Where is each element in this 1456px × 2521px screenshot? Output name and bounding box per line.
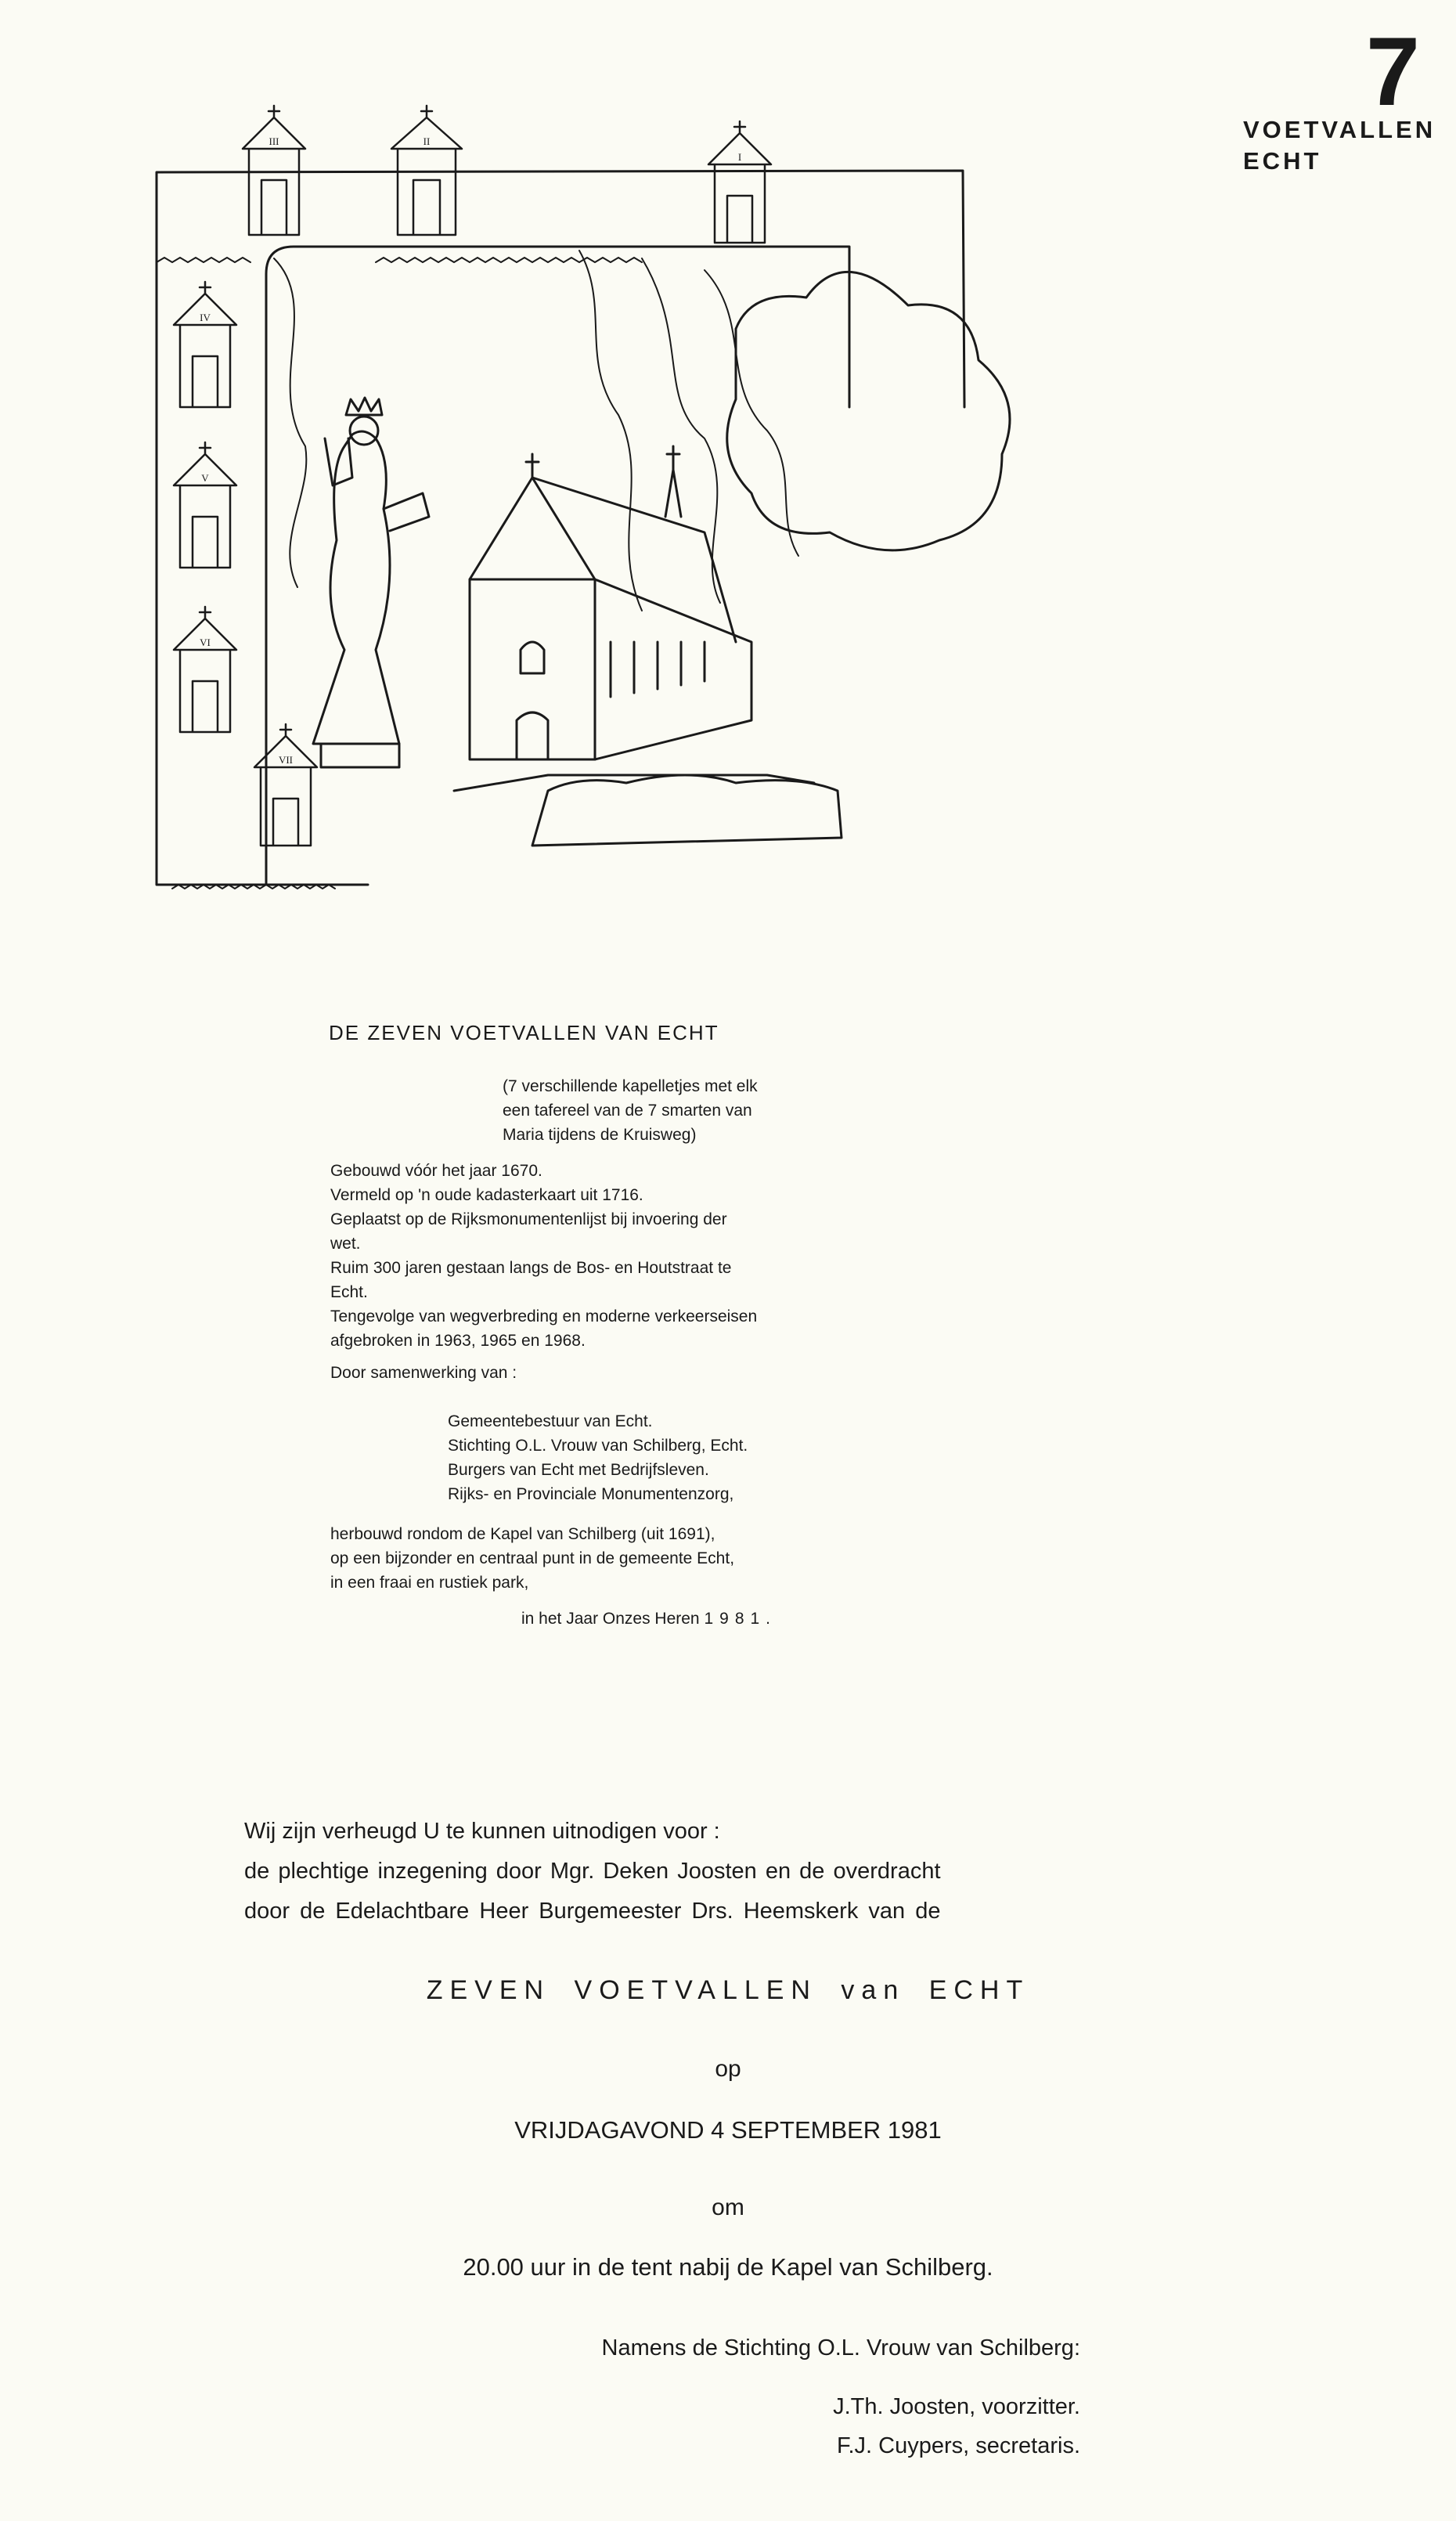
description-line: Maria tijdens de Kruisweg) (503, 1126, 697, 1144)
organization-item: Gemeentebestuur van Echt. (448, 1412, 653, 1430)
page-number: 7 (1366, 18, 1420, 126)
invitation-line: de plechtige inzegening door Mgr. Deken Joosten en de overdracht (244, 1859, 941, 1884)
on-label: op (715, 2056, 741, 2082)
organization-item: Burgers van Echt met Bedrijfsleven. (448, 1461, 709, 1479)
small-chapels (174, 106, 771, 846)
monument-history (330, 1159, 757, 1353)
monument-description (503, 1074, 758, 1147)
description-line: (7 verschillende kapelletjes met elk (503, 1077, 758, 1095)
signature-on-behalf: Namens de Stichting O.L. Vrouw van Schilberg: (601, 2335, 1080, 2361)
event-title: ZEVEN VOETVALLEN van ECHT (426, 1975, 1030, 2005)
history-line: Ruim 300 jaren gestaan langs de Bos- en Houtstraat te (330, 1259, 732, 1277)
hedge-outline (157, 171, 964, 885)
organization-item: Rijks- en Provinciale Monumentenzorg, (448, 1485, 734, 1503)
rebuilt-line: herbouwd rondom de Kapel van Schilberg (uit 1691), (330, 1525, 715, 1543)
year-line (521, 1607, 777, 1631)
history-line: Tengevolge van wegverbreding en moderne verkeerseisen (330, 1307, 758, 1325)
rebuilt-line: in een fraai en rustiek park, (330, 1574, 529, 1592)
rebuilt-text (330, 1522, 734, 1595)
main-chapel (454, 446, 814, 791)
header-subtitle: ECHT (1243, 147, 1322, 175)
chapel-numeral-iii: III (268, 135, 279, 147)
invitation-line: Wij zijn verheugd U te kunnen uitnodigen voor : (244, 1819, 720, 1844)
history-line: Echt. (330, 1283, 368, 1301)
signature-secretary: F.J. Cuypers, secretaris. (836, 2433, 1080, 2458)
year-prefix: in het Jaar Onzes Heren (521, 1610, 700, 1628)
tree-canopy (727, 272, 1010, 550)
event-time-location: 20.00 uur in de tent nabij de Kapel van Schilberg. (463, 2253, 993, 2281)
rebuilt-line: op een bijzonder en centraal punt in de gemeente Echt, (330, 1549, 735, 1567)
weeping-trees (274, 251, 798, 611)
chapel-numeral-v: V (201, 472, 209, 484)
chapel-numeral-iv: IV (200, 312, 211, 323)
chapel-numeral-vi: VI (200, 637, 211, 648)
history-line: afgebroken in 1963, 1965 en 1968. (330, 1332, 586, 1350)
year-value: 1981. (704, 1610, 777, 1628)
invitation-line: door de Edelachtbare Heer Burgemeester Drs. Heemskerk van de (244, 1899, 941, 1924)
chapel-numeral-ii: II (423, 135, 431, 147)
organization-item: Stichting O.L. Vrouw van Schilberg, Echt. (448, 1437, 748, 1455)
at-label: om (712, 2195, 744, 2220)
madonna-figure (313, 398, 429, 767)
history-line: Geplaatst op de Rijksmonumentenlijst bij invoering der (330, 1210, 727, 1228)
event-date: VRIJDAGAVOND 4 SEPTEMBER 1981 (514, 2116, 942, 2144)
cooperation-intro: Door samenwerking van : (330, 1364, 517, 1382)
chapel-numeral-vii: VII (278, 754, 294, 766)
history-line: Vermeld op 'n oude kadasterkaart uit 1716. (330, 1186, 643, 1204)
front-hedge (532, 775, 842, 846)
description-line: een tafereel van de 7 smarten van (503, 1102, 752, 1120)
monument-title: DE ZEVEN VOETVALLEN VAN ECHT (329, 1021, 719, 1044)
chapels-illustration (141, 102, 1041, 900)
signature-chair: J.Th. Joosten, voorzitter. (833, 2394, 1080, 2419)
header-title: VOETVALLEN (1243, 116, 1436, 143)
history-line: wet. (330, 1235, 361, 1253)
chapel-numeral-i: I (737, 151, 742, 163)
history-line: Gebouwd vóór het jaar 1670. (330, 1162, 542, 1180)
organization-list (448, 1409, 748, 1506)
